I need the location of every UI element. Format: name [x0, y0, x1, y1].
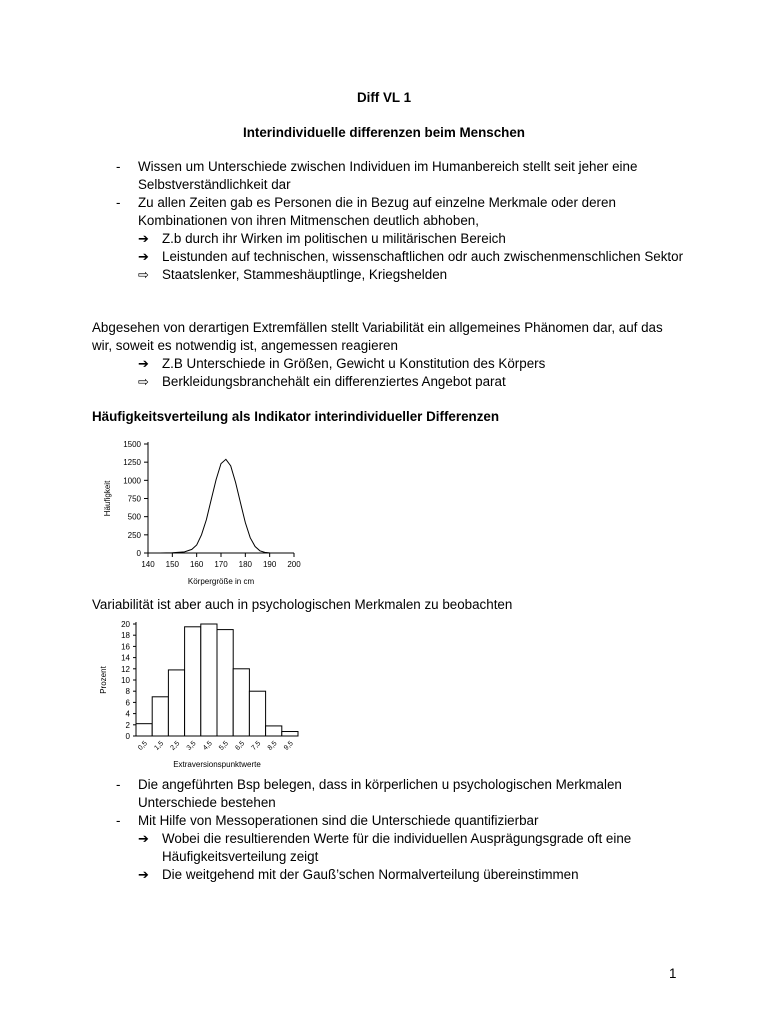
list-item: ⇨ Berkleidungsbranchehält ein differenziertes Angebot parat — [138, 374, 506, 389]
arrow-bullet-icon: ➔ — [138, 249, 149, 264]
dash-bullet: - — [116, 159, 121, 174]
arrow-bullet-icon: ➔ — [138, 356, 149, 371]
histogram-bar — [266, 726, 282, 736]
y-tick-label: 0 — [136, 549, 141, 558]
y-axis-label: Häufigkeit — [103, 480, 112, 517]
x-tick-label: 140 — [141, 560, 155, 569]
list-item: ➔ Z.B Unterschiede in Größen, Gewicht u Konstitution des Körpers — [138, 356, 546, 371]
x-tick-label: 0,5 — [137, 740, 149, 752]
list-item: - Wissen um Unterschiede zwischen Individuen im Humanbereich stellt seit jeher eine Selbstverständlichkeit dar — [116, 159, 638, 192]
dash-bullet: - — [116, 195, 121, 210]
histogram-bar — [282, 732, 298, 736]
y-tick-label: 1500 — [123, 440, 141, 449]
histogram-bar — [201, 624, 217, 736]
x-tick-label: 8,5 — [266, 740, 279, 752]
list-item: - Die angeführten Bsp belegen, dass in körperlichen u psychologischen Merkmalen Unterschiede bestehen — [116, 777, 622, 810]
extraversion-histogram — [96, 614, 306, 774]
document-subtitle: Interindividuelle differenzen beim Menschen — [242, 125, 525, 140]
paragraph-variability: Abgesehen von derartigen Extremfällen stellt Variabilität ein allgemeines Phänomen dar, auf das wir, soweit es notwendig ist, angemessen reagieren — [92, 320, 663, 353]
x-tick-label: 7,5 — [250, 740, 263, 752]
y-tick-label: 250 — [127, 530, 141, 540]
x-tick-label: 4,5 — [201, 740, 214, 752]
y-tick-label: 8 — [125, 687, 130, 697]
bullet-list-1 — [92, 158, 692, 284]
x-tick-label: 170 — [214, 560, 228, 569]
y-tick-label: 6 — [125, 698, 130, 708]
section-heading: Häufigkeitsverteilung als Indikator interindividueller Differenzen — [92, 409, 500, 424]
y-tick-label: 14 — [121, 653, 130, 663]
histogram-bar — [217, 630, 233, 736]
histogram-bar — [136, 724, 152, 736]
bullet-list-2 — [92, 355, 692, 391]
y-tick-label: 12 — [121, 664, 130, 674]
histogram-bar — [185, 627, 201, 736]
arrow-bullet-icon: ➔ — [138, 831, 149, 846]
dash-bullet: - — [116, 813, 121, 828]
y-tick-label: 10 — [121, 676, 130, 685]
bullet-list-3 — [92, 776, 692, 884]
height-distribution-line — [160, 459, 282, 553]
x-tick-label: 180 — [238, 560, 253, 569]
list-item: - Zu allen Zeiten gab es Personen die in Bezug auf einzelne Merkmale oder deren Kombinationen von ihren Mitmenschen deutlich abhoben, — [116, 195, 616, 228]
y-axis-label: Prozent — [99, 666, 108, 694]
arrow-bullet-icon: ➔ — [138, 231, 149, 246]
x-tick-label: 160 — [189, 560, 204, 569]
y-tick-label: 2 — [125, 720, 130, 730]
y-tick-label: 18 — [121, 631, 130, 641]
y-tick-label: 1000 — [123, 476, 141, 486]
arrow-bullet-icon: ➔ — [138, 867, 149, 882]
histogram-bar — [168, 670, 184, 736]
list-item: ➔ Z.b durch ihr Wirken im politischen u militärischen Bereich — [138, 231, 506, 246]
paragraph-psychological: Variabilität ist aber auch in psychologischen Merkmalen zu beobachten — [92, 597, 513, 612]
hollow-arrow-bullet-icon: ⇨ — [138, 267, 149, 282]
x-tick-label: 1,5 — [153, 740, 166, 752]
y-tick-label: 750 — [127, 494, 141, 504]
y-tick-label: 4 — [125, 709, 130, 719]
body-height-line-chart — [96, 432, 316, 590]
x-tick-label: 150 — [165, 560, 180, 569]
hollow-arrow-bullet-icon: ⇨ — [138, 374, 149, 389]
list-item: - Mit Hilfe von Messoperationen sind die Unterschiede quantifizierbar — [116, 813, 539, 828]
dash-bullet: - — [116, 777, 121, 792]
y-tick-label: 1250 — [123, 458, 141, 468]
y-tick-label: 0 — [125, 732, 130, 741]
page-number: 1 — [669, 966, 677, 981]
y-tick-label: 20 — [121, 620, 130, 629]
x-axis-label: Extraversionspunktwerte — [173, 760, 261, 769]
x-tick-label: 2,5 — [169, 740, 182, 752]
histogram-bar — [152, 697, 168, 736]
list-item: ⇨ Staatslenker, Stammeshäuptlinge, Kriegshelden — [138, 267, 448, 282]
y-tick-label: 16 — [121, 642, 130, 652]
x-tick-label: 200 — [287, 560, 301, 569]
list-item: ➔ Leistunden auf technischen, wissenschaftlichen odr auch zwischenmenschlichen Sektor — [138, 249, 684, 264]
x-tick-label: 5,5 — [218, 740, 230, 752]
document-title: Diff VL 1 — [356, 90, 412, 105]
y-tick-label: 500 — [127, 512, 141, 522]
histogram-bar — [233, 669, 249, 736]
histogram-bar — [249, 691, 265, 736]
x-tick-label: 6,5 — [234, 740, 247, 752]
x-tick-label: 3,5 — [185, 740, 198, 752]
list-item: ➔ Die weitgehend mit der Gauß’schen Normalverteilung übereinstimmen — [138, 867, 579, 882]
x-tick-label: 190 — [262, 560, 277, 569]
x-tick-label: 9,5 — [282, 740, 295, 752]
list-item: ➔ Wobei die resultierenden Werte für die individuellen Ausprägungsgrade oft eine Häufigkeitsverteilung zeigt — [138, 831, 632, 864]
x-axis-label: Körpergröße in cm — [187, 577, 255, 586]
